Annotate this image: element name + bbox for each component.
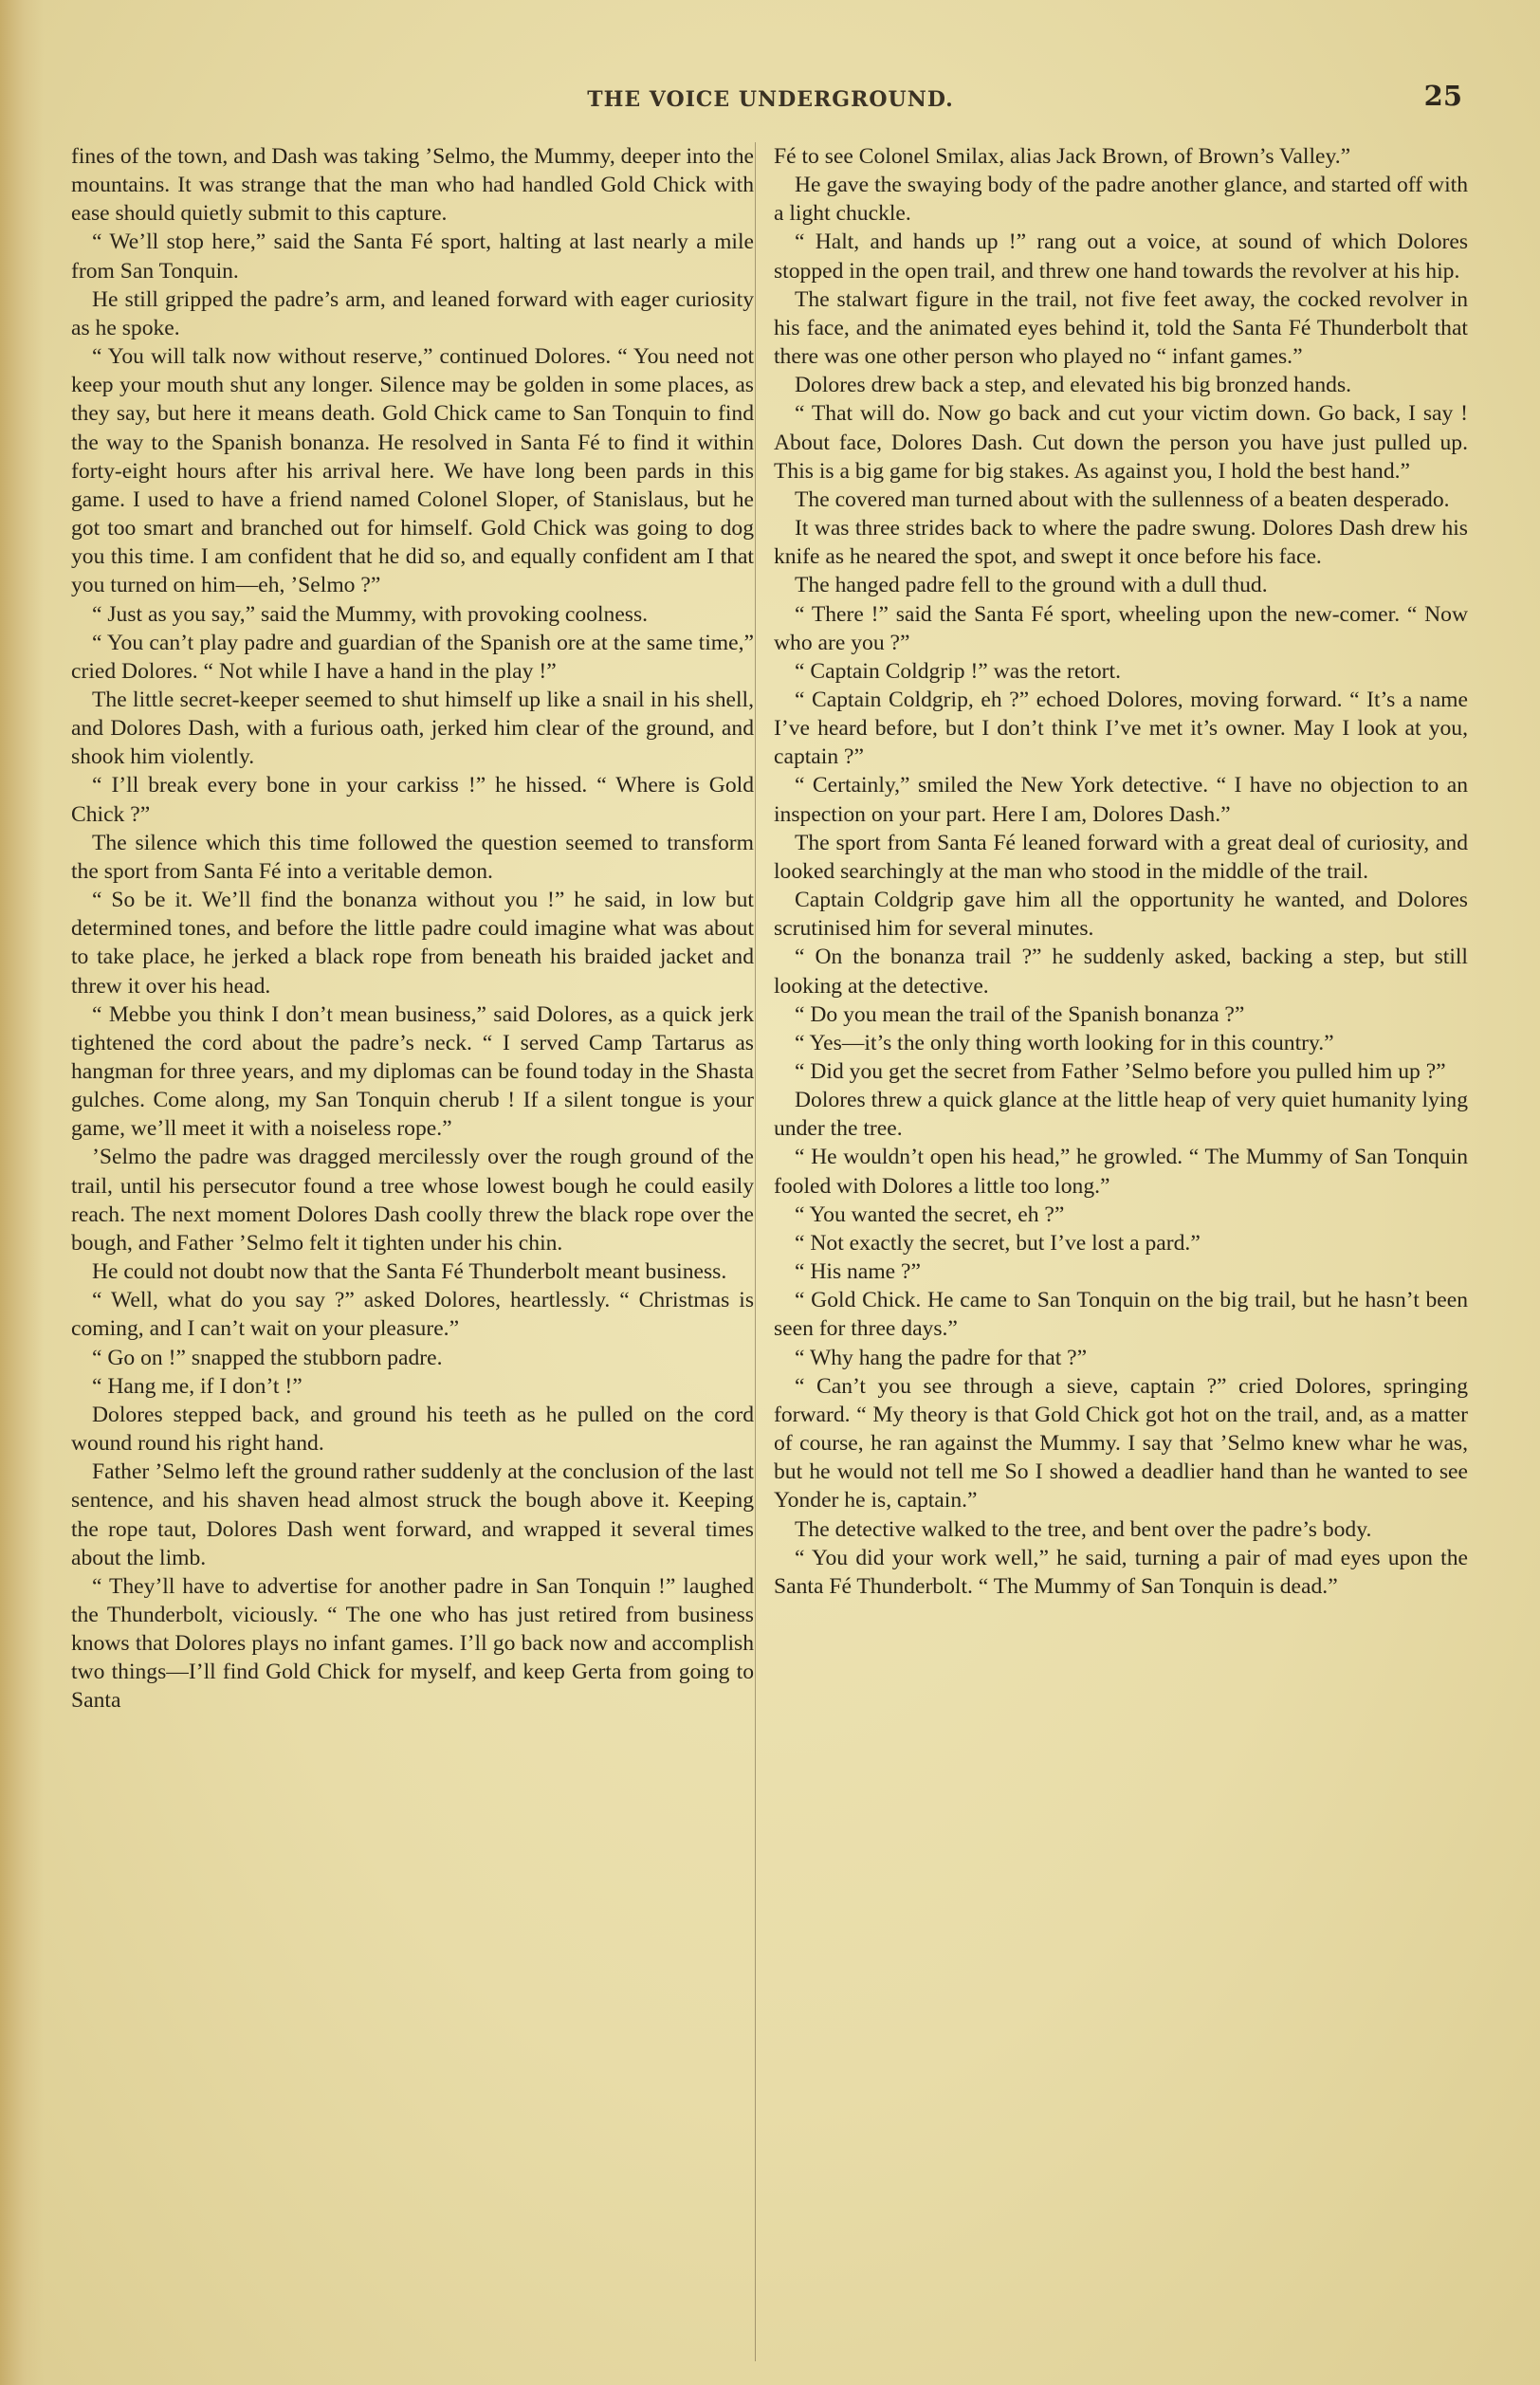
paragraph: “ Not exactly the secret, but I’ve lost a pard.” [795, 1230, 1201, 1256]
page-number: 25 [1423, 80, 1462, 112]
paragraph: The detective walked to the tree, and bent over the padre’s body. [795, 1516, 1372, 1542]
paragraph: “ We’ll stop here,” said the Santa Fé sport, halting at last nearly a mile from San Tonquin. [71, 229, 754, 284]
paragraph: “ You will talk now without reserve,” continued Dolores. “ You need not keep your mouth shut any longer. Silence may be golden in some places, as they say, but here it means death. Gold Chick came to San Tonquin to find the way to the Spanish bonanza. He resolved in Santa Fé to find it within forty-eight hours after his arrival here. We have long been pards in this game. I used to have a friend named Colonel Sloper, of Stanislaus, but he got too smart and branched out for himself. Gold Chick was going to dog you this time. I am confident that he did so, and equally confident am I that you turned on him—eh, ’Selmo ?” [71, 344, 754, 598]
paragraph: “ I’ll break every bone in your carkiss !” he hissed. “ Where is Gold Chick ?” [71, 773, 754, 827]
paragraph: Father ’Selmo left the ground rather suddenly at the conclusion of the last sentence, and his shaven head almost struck the bough above it. Keeping the rope taut, Dolores Dash went forward, and wrapped it several times about the limb. [71, 1459, 754, 1570]
paragraph: “ You did your work well,” he said, turning a pair of mad eyes upon the Santa Fé Thunderbolt. “ The Mummy of San Tonquin is dead.” [774, 1545, 1468, 1599]
paragraph: He could not doubt now that the Santa Fé Thunderbolt meant business. [92, 1259, 727, 1285]
paragraph: The hanged padre fell to the ground with a dull thud. [795, 573, 1268, 598]
paragraph: ’Selmo the padre was dragged mercilessly over the rough ground of the trail, until his persecutor found a tree whose lowest bough he could easily reach. The next moment Dolores Dash coolly threw the black rope over the bough, and Father ’Selmo felt it tighten under his chin. [71, 1145, 754, 1256]
paragraph: “ Do you mean the trail of the Spanish bonanza ?” [795, 1001, 1245, 1027]
column-divider [755, 142, 756, 2361]
paragraph: “ Go on !” snapped the stubborn padre. [92, 1345, 443, 1370]
paragraph: The silence which this time followed the question seemed to transform the sport from Santa Fé into a veritable demon. [71, 830, 754, 884]
paragraph: “ Hang me, if I don’t !” [92, 1373, 302, 1399]
paragraph: “ Can’t you see through a sieve, captain ?” cried Dolores, springing forward. “ My theory is that Gold Chick got hot on the trail, and, as a matter of course, he ran against the Mummy. I say that ’Selmo knew whar he was, but he would not tell me So I showed a deadlier hand than he wanted to see Yonder he is, captain.” [774, 1373, 1468, 1514]
paragraph: “ Did you get the secret from Father ’Selmo before you pulled him up ?” [795, 1059, 1446, 1084]
paragraph: “ Just as you say,” said the Mummy, with provoking coolness. [92, 601, 649, 627]
paragraph: The stalwart figure in the trail, not five feet away, the cocked revolver in his face, and the animated eyes behind it, told the Santa Fé Thunderbolt that there was one other person who played no “ infant games.” [774, 286, 1468, 370]
paragraph: “ On the bonanza trail ?” he suddenly asked, backing a step, but still looking at the detective. [774, 945, 1468, 999]
paragraph: “ You can’t play padre and guardian of the Spanish ore at the same time,” cried Dolores. “ Not while I have a hand in the play !” [71, 630, 754, 684]
paragraph: “ Yes—it’s the only thing worth looking for in this country.” [795, 1030, 1334, 1055]
paragraph: Fé to see Colonel Smilax, alias Jack Brown, of Brown’s Valley.” [774, 144, 1351, 169]
paragraph: “ Certainly,” smiled the New York detective. “ I have no objection to an inspection on your part. Here I am, Dolores Dash.” [774, 773, 1468, 827]
paragraph: Dolores threw a quick glance at the little heap of very quiet humanity lying under the tree. [774, 1088, 1468, 1142]
right-column [774, 142, 1468, 1601]
paragraph: “ Halt, and hands up !” rang out a voice, at sound of which Dolores stopped in the open trail, and threw one hand towards the revolver at his hip. [774, 229, 1468, 284]
running-title: THE VOICE UNDERGROUND. [587, 87, 954, 112]
paragraph: “ He wouldn’t open his head,” he growled. “ The Mummy of San Tonquin fooled with Dolores a little too long.” [774, 1145, 1468, 1199]
paragraph: fines of the town, and Dash was taking ’Selmo, the Mummy, deeper into the mountains. It was strange that the man who had handled Gold Chick with ease should quietly submit to this capture. [71, 144, 754, 227]
paragraph: “ Why hang the padre for that ?” [795, 1345, 1088, 1370]
paragraph: The covered man turned about with the sullenness of a beaten desperado. [795, 486, 1450, 512]
page-edge-shadow [0, 0, 44, 2385]
paragraph: The little secret-keeper seemed to shut himself up like a snail in his shell, and Dolores Dash, with a furious oath, jerked him clear of the ground, and shook him violently. [71, 687, 754, 770]
paragraph: “ Mebbe you think I don’t mean business,” said Dolores, as a quick jerk tightened the cord about the padre’s neck. “ I served Camp Tartarus as hangman for three years, and my diplomas can be found today in the Shasta gulches. Come along, my San Tonquin cherub ! If a silent tongue is your game, we’ll meet it with a noiseless rope.” [71, 1001, 754, 1142]
paragraph: He still gripped the padre’s arm, and leaned forward with eager curiosity as he spoke. [71, 286, 754, 340]
paragraph: “ So be it. We’ll find the bonanza without you !” he said, in low but determined tones, and before the little padre could imagine what was about to take place, he jerked a black rope from beneath his braided jacket and threw it over his head. [71, 888, 754, 999]
paragraph: Captain Coldgrip gave him all the opportunity he wanted, and Dolores scrutinised him for several minutes. [774, 888, 1468, 942]
paragraph: “ There !” said the Santa Fé sport, wheeling upon the new-comer. “ Now who are you ?” [774, 601, 1468, 655]
paragraph: “ His name ?” [795, 1259, 921, 1285]
paragraph: “ Gold Chick. He came to San Tonquin on the big trail, but he hasn’t been seen for three days.” [774, 1288, 1468, 1342]
paragraph: “ Well, what do you say ?” asked Dolores, heartlessly. “ Christmas is coming, and I can’t wait on your pleasure.” [71, 1288, 754, 1342]
paragraph: “ Captain Coldgrip, eh ?” echoed Dolores, moving forward. “ It’s a name I’ve heard before, but I don’t think I’ve met it’s owner. May I look at you, captain ?” [774, 687, 1468, 770]
paragraph: He gave the swaying body of the padre another glance, and started off with a light chuckle. [774, 173, 1468, 227]
paragraph: “ You wanted the secret, eh ?” [795, 1202, 1065, 1227]
paragraph: “ They’ll have to advertise for another padre in San Tonquin !” laughed the Thunderbolt, viciously. “ The one who has just retired from business knows that Dolores plays no infant games. I’ll go back now and accomplish two things—I’ll find Gold Chick for myself, and keep Gerta from going to Santa [71, 1573, 754, 1714]
paragraph: Dolores drew back a step, and elevated his big bronzed hands. [795, 373, 1352, 398]
paragraph: “ Captain Coldgrip !” was the retort. [795, 658, 1121, 684]
paragraph: “ That will do. Now go back and cut your victim down. Go back, I say ! About face, Dolores Dash. Cut down the person you have just pulled up. This is a big game for big stakes. As against you, I hold the best hand.” [774, 401, 1468, 484]
paragraph: It was three strides back to where the padre swung. Dolores Dash drew his knife as he neared the spot, and swept it once before his face. [774, 516, 1468, 570]
paragraph: Dolores stepped back, and ground his teeth as he pulled on the cord wound round his right hand. [71, 1402, 754, 1457]
left-column [71, 142, 754, 1715]
paragraph: The sport from Santa Fé leaned forward with a great deal of curiosity, and looked searchingly at the man who stood in the middle of the trail. [774, 830, 1468, 884]
page-header [71, 80, 1470, 118]
